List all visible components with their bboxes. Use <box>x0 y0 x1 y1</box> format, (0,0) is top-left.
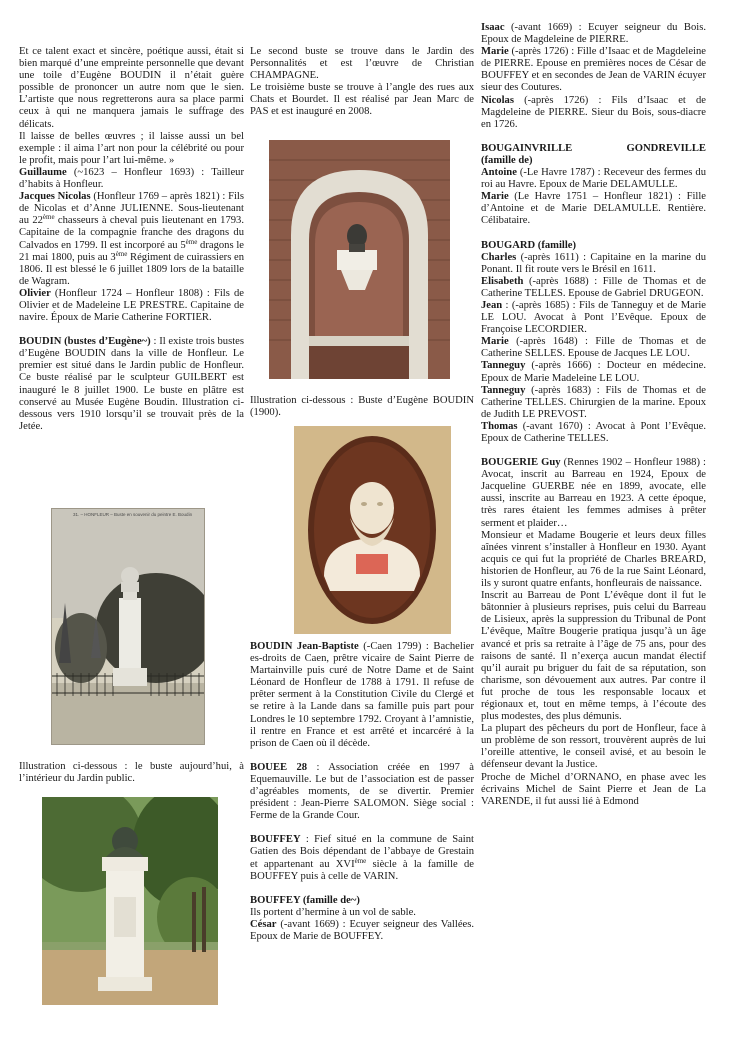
entry-name: Tanneguy <box>481 360 526 372</box>
entry-name: BOUDIN Jean-Baptiste <box>250 641 359 652</box>
column-2 <box>250 46 474 119</box>
entry-name: Elisabeth <box>481 275 524 287</box>
intro-paragraph: Et ce talent exact et sincère, poétique aussi, était si bien marqué d’une empreinte personnelle que devant une toile d’Eugène BOUDIN il n’était guère possible de prononcer un autre nom que le sien. L’artiste que nous regretterons aura sa place parmi ceux à qui ne manquera jamais le suffrage des délicats. <box>19 46 244 130</box>
entry-name: Marie <box>481 191 509 203</box>
entry-bouee-28: BOUEE 28 : Association créée en 1997 à Equemauville. Le but de l’association est de passer d’agréables moments, de se divertir. Premier président : Jean-Pierre SALOMON. Siège social : Ferme de la Grande Cour. <box>250 761 474 822</box>
entry-tanneguy-1: Tanneguy (-après 1666) : Docteur en médecine. Epoux de Marie Madeleine LE LOU. <box>481 360 706 384</box>
entry-nicolas: Nicolas (-après 1726) : Fils d’Isaac et de Magdeleine de PIERRE. Sieur du Bois, sous-diacre en 1726. <box>481 94 706 130</box>
bougerie-paragraph-2: Monsieur et Madame Bougerie et leurs deux filles aînées vinrent s’installer à Honfleur en 1930. Ayant acquis ce qui fut la propriété de Charles BREARD, historien de Honfleur, au 76 de la rue Saint Léonard, ils y suront quatre enfants, honfleurais de naissance. <box>481 529 706 590</box>
photo-bust-arch-niche <box>269 140 450 379</box>
entry-isaac: Isaac (-avant 1669) : Ecuyer seigneur du Bois. Epoux de Magdeleine de PIERRE. <box>481 22 706 46</box>
entry-tanneguy-2: Tanneguy (-après 1683) : Fils de Thomas et de Catherine TELLES. Chirurgien de la marine. Epoux de Judith LE PREVOST. <box>481 384 706 420</box>
entry-charles: Charles (-après 1611) : Capitaine en la marine du Ponant. Il fit route vers le Brésil en 1611. <box>481 251 706 275</box>
bougerie-paragraph-5: Proche de Michel d’ORNANO, en phase avec les écrivains Michel de Saint Pierre et Jean de La VARENDE, il fut aussi lié à Edmond <box>481 771 706 807</box>
entry-name: Jean <box>481 299 503 311</box>
oval-bust-illustration <box>294 426 451 634</box>
entry-boudin-jean-baptiste: BOUDIN Jean-Baptiste (-Caen 1799) : Bachelier es-droits de Caen, prêtre vicaire de Saint Pierre de Martainville puis curé de Notre Dame et de Saint Léonard de Honfleur de 1788 à 1791. Il refuse de prêter serment à la Constitution Civile du Clergé et se retire à la Lande dans sa famille puis part pour Londres le 10 septembre 1792. Croyant à l’amnistie, il rentre en France et est arrêté et incarcéré à la prison de Caen où il décède. <box>250 641 474 749</box>
arch-illustration <box>269 140 450 379</box>
entry-name: Antoine <box>481 167 517 179</box>
entry-name: BOUFFEY <box>250 834 301 846</box>
column-1 <box>19 46 244 433</box>
entry-name: Thomas <box>481 420 518 432</box>
caption-bust-today: Illustration ci-dessous : le buste aujourd’hui, à l’intérieur du Jardin public. <box>19 761 244 785</box>
bougerie-paragraph-4: La plupart des pêcheurs du port de Honfleur, face à un problème de son ressort, trouvèrent auprès de lui l’oreille attentive, le conseil avisé, et au besoin le défenseur devant la Justice. <box>481 723 706 771</box>
photo-bust-jardin-public <box>42 797 218 1005</box>
entry-cesar: César (-avant 1669) : Ecuyer seigneur des Vallées. Epoux de Marie de BOUFFEY. <box>250 918 474 942</box>
entry-name: Tanneguy <box>481 384 526 396</box>
entry-name: Charles <box>481 251 517 263</box>
entry-jacques-nicolas: Jacques Nicolas (Honfleur 1769 – après 1821) : Fils de Nicolas et d’Anne JULIENNE. Sous-lieutenant au 22ème chasseurs à cheval puis lieutenant en 1793. Capitaine de la compagnie franche des dragons du Calvados en 1799. Il est incorporé au 5ème dragons le 21 mai 1800, puis au 3ème Régiment de cuirassiers en 1806. Il est blessé le 6 juillet 1809 lors de la bataille de Wagram. <box>19 191 244 287</box>
column-3 <box>481 22 706 808</box>
entry-boudin-bustes: BOUDIN (bustes d’Eugène~) : Il existe trois bustes d’Eugène BOUDIN dans la ville de Honfleur. Le premier est situé dans le Jardin public de Honfleur. Ce buste réalisé par le sculpteur GUILBERT est inauguré le 8 juillet 1900. Le buste en plâtre est conservé au Musée Eugène Boudin. Illustration ci-dessous vers 1910 lorsqu’il se trouvait près de la Jetée. <box>19 336 244 432</box>
postcard-caption: 31. – HONFLEUR – Buste en souvenir du peintre E. Boudin <box>73 512 193 517</box>
entry-bouffey-famille-heading: BOUFFEY (famille de~) <box>250 894 360 906</box>
entry-bougard-heading: BOUGARD (famille) <box>481 239 577 251</box>
entry-name: Guillaume <box>19 166 67 178</box>
postcard-photo-bust-1910 <box>51 508 205 745</box>
entry-guillaume: Guillaume (~1623 – Honfleur 1693) : Tailleur d’habits à Honfleur. <box>19 166 244 191</box>
entry-elisabeth: Elisabeth (-après 1688) : Fille de Thomas et de Catherine TELLES. Epouse de Gabriel DRUGEON. <box>481 275 706 299</box>
column-2-lower <box>250 641 474 943</box>
entry-bougainvrille-sub: (famille de) <box>481 154 533 166</box>
entry-bouffey-famille-arms: Ils portent d’hermine à un vol de sable. <box>250 906 416 918</box>
entry-name: Nicolas <box>481 94 514 106</box>
caption-bust-1900: Illustration ci-dessous : Buste d’Eugène BOUDIN (1900). <box>250 395 474 419</box>
entry-marie-2: Marie (Le Havre 1751 – Honfleur 1821) : Fille d’Antoine et de Marie DELAMULLE. Rentière. Célibataire. <box>481 191 706 227</box>
entry-name: Isaac <box>481 22 505 33</box>
entry-bougerie-guy: BOUGERIE Guy (Rennes 1902 – Honfleur 1988) : Avocat, inscrit au Barreau en 1924, Epoux de Jacqueline GUERBE née en 1899, avocate, elle aussi, inscrite au Barreau en 1923. A cette époque, très rares étaient les femmes admises à prêter serment et plaider… <box>481 457 706 529</box>
entry-name: Marie <box>481 46 509 58</box>
entry-name: BOUEE 28 <box>250 761 308 773</box>
entry-antoine: Antoine (-Le Havre 1787) : Receveur des fermes du roi au Havre. Epoux de Marie DELAMULLE. <box>481 167 706 191</box>
intro-paragraph-2: Il laisse de belles œuvres ; il laisse aussi un bel exemple : il aima l’art non pour la célébrité ou pour le profit, mais pour l’art lui-même. » <box>19 130 244 166</box>
entry-name: Marie <box>481 336 509 348</box>
entry-olivier: Olivier (Honfleur 1724 – Honfleur 1808) : Fils de Olivier et de Madeleine LE PRESTRE. Capitaine de navire. Époux de Marie Catherine FORTIER. <box>19 287 244 324</box>
entry-jean: Jean : (-après 1685) : Fils de Tanneguy et de Marie LE LOU. Avocat à Pont l’Evêque. Epoux de Françoise LECORDIER. <box>481 299 706 336</box>
entry-thomas: Thomas (-avant 1670) : Avocat à Pont l’Evêque. Epoux de Catherine TELLES. <box>481 420 706 444</box>
entry-name: BOUDIN (bustes d’Eugène~) <box>19 336 151 348</box>
entry-marie-3: Marie (-après 1648) : Fille de Thomas et de Catherine SELLES. Epouse de Jacques LE LOU. <box>481 336 706 360</box>
photo-oval-bust-1900 <box>294 426 451 634</box>
entry-bougainvrille-heading: BOUGAINVRILLE GONDREVILLE <box>481 142 706 154</box>
paragraph-second-bust: Le second buste se trouve dans le Jardin des Personnalités et est l’œuvre de Christian CHAMPAGNE. <box>250 46 474 82</box>
entry-bouffey: BOUFFEY : Fief situé en la commune de Saint Gatien des Bois dépendant de l’abbaye de Grestain et appartenant au XVIème siècle à la famille de BOUFFEY puis à celle de VARIN. <box>250 834 474 882</box>
entry-name: BOUGERIE Guy <box>481 457 561 469</box>
paragraph-third-bust: Le troisième buste se trouve à l’angle des rues aux Chats et Bourdet. Il est réalisé par Jean Marc de PAS et est inauguré en 2008. <box>250 82 474 118</box>
bust-garden-illustration <box>42 797 218 1005</box>
entry-name: Olivier <box>19 287 51 299</box>
entry-name: César <box>250 918 277 930</box>
entry-name: Jacques Nicolas <box>19 191 91 203</box>
entry-marie-1: Marie (-après 1726) : Fille d’Isaac et de Magdeleine de PIERRE. Epouse en premières noces de César de BOUFFEY et en secondes de Jean de VARIN écuyer sieur des Coutures. <box>481 46 706 94</box>
bougerie-paragraph-3: Inscrit au Barreau de Pont L’évêque dont il fut le bâtonnier à plusieurs reprises, puis celui du Barreau de Lisieux, après la suppression du Tribunal de Pont L’évêque, Maître Bougerie pratiqua jusqu’à un âge avancé et pris sa retraite à l’âge de 75 ans, pour des raisons de santé. Il n’exerça aucun mandat électif qu’il aurait pu briguer du fait de sa réputation, son charisme, son dévouement aux autres. Par contre il fut proche de tous les responsable locaux et régionaux et, tout en même temps, à l’écoute des plus modestes, des plus démunis. <box>481 590 706 723</box>
postcard-illustration <box>51 508 205 745</box>
